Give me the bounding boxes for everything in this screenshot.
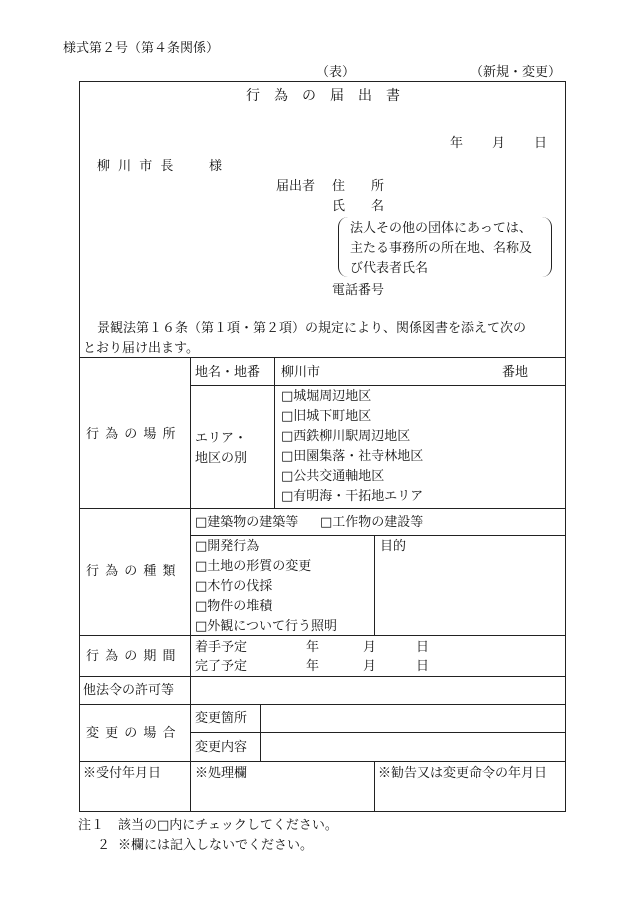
lot-suffix: 番地 xyxy=(502,365,529,380)
date-month: 月 xyxy=(492,136,506,151)
address-label: 住 所 xyxy=(332,179,385,194)
date-day: 日 xyxy=(534,136,548,151)
divider xyxy=(190,732,566,733)
note-number: ２ xyxy=(97,838,111,853)
corporate-note-line: 法人その他の団体にあっては、 xyxy=(350,221,532,236)
change-place-label: 変更箇所 xyxy=(195,711,248,726)
divider xyxy=(79,704,566,705)
divider xyxy=(190,357,191,761)
divider xyxy=(190,535,566,536)
structure-option[interactable]: □工作物の建設等 xyxy=(320,515,424,530)
period-label: 行 為 の 期 間 xyxy=(86,649,177,664)
date-year: 年 xyxy=(450,136,464,151)
note-text: ※欄には記入しないでください。 xyxy=(118,838,314,853)
area-option[interactable]: □有明海・干拓地エリア xyxy=(281,489,424,504)
change-content-label: 変更内容 xyxy=(195,740,248,755)
area-option[interactable]: □西鉄柳川駅周辺地区 xyxy=(281,429,411,444)
area-option[interactable]: □城堀周辺地区 xyxy=(281,389,372,404)
divider xyxy=(79,676,566,677)
divider xyxy=(79,635,566,636)
end-month: 月 xyxy=(363,659,377,674)
note-text: 該当の□内にチェックしてください。 xyxy=(118,818,338,833)
area-label: エリア・ xyxy=(195,431,248,446)
divider xyxy=(79,508,566,509)
act-option[interactable]: □土地の形質の変更 xyxy=(195,559,312,574)
divider xyxy=(79,761,566,762)
area-option[interactable]: □田園集落・社寺林地区 xyxy=(281,449,424,464)
purpose-label: 目的 xyxy=(380,539,407,554)
divider xyxy=(190,761,191,812)
note-number: 注１ xyxy=(78,818,105,833)
end-label: 完了予定 xyxy=(195,659,248,674)
honorific: 様 xyxy=(209,159,223,174)
start-year: 年 xyxy=(306,640,320,655)
area-option[interactable]: □公共交通軸地区 xyxy=(281,469,385,484)
form-title: 行 為 の 届 出 書 xyxy=(246,88,400,104)
processing-label: ※処理欄 xyxy=(195,766,248,781)
area-label: 地区の別 xyxy=(195,451,248,466)
divider xyxy=(274,357,275,508)
start-month: 月 xyxy=(363,640,377,655)
divider xyxy=(190,385,566,386)
act-option[interactable]: □木竹の伐採 xyxy=(195,579,273,594)
recommendation-label: ※勧告又は変更命令の年月日 xyxy=(378,766,548,781)
start-label: 着手予定 xyxy=(195,640,248,655)
act-type-label: 行 為 の 種 類 xyxy=(86,564,177,579)
corporate-note-line: び代表者氏名 xyxy=(350,261,429,276)
name-label: 氏 名 xyxy=(332,199,385,214)
area-option[interactable]: □旧城下町地区 xyxy=(281,409,372,424)
divider xyxy=(260,704,261,761)
phone-label: 電話番号 xyxy=(332,283,385,298)
location-label: 行 為 の 場 所 xyxy=(86,427,177,442)
statement-line: とおり届け出ます。 xyxy=(83,341,199,356)
divider xyxy=(374,761,375,812)
end-day: 日 xyxy=(416,659,430,674)
end-year: 年 xyxy=(306,659,320,674)
place-label: 地名・地番 xyxy=(195,365,261,380)
act-option[interactable]: □物件の堆積 xyxy=(195,599,273,614)
notifier-label: 届出者 xyxy=(276,179,316,194)
type-label: （新規・変更） xyxy=(470,65,562,80)
other-permits-label: 他法令の許可等 xyxy=(83,683,175,698)
divider xyxy=(79,357,566,358)
divider xyxy=(374,535,375,635)
city-name: 柳川市 xyxy=(281,365,321,380)
form-table xyxy=(79,81,566,812)
addressee: 柳 川 市 長 xyxy=(97,159,176,174)
act-option[interactable]: □外観について行う照明 xyxy=(195,619,338,634)
received-date-label: ※受付年月日 xyxy=(83,766,162,781)
corporate-note-line: 主たる事務所の所在地、名称及 xyxy=(350,241,533,256)
side-label: （表） xyxy=(316,65,356,80)
change-label: 変 更 の 場 合 xyxy=(86,726,177,741)
statement-line: 景観法第１６条（第１項・第２項）の規定により、関係図書を添えて次の xyxy=(97,321,527,336)
start-day: 日 xyxy=(416,640,430,655)
building-option[interactable]: □建築物の建築等 xyxy=(195,515,299,530)
act-option[interactable]: □開発行為 xyxy=(195,539,260,554)
form-number: 様式第２号（第４条関係） xyxy=(63,41,220,56)
